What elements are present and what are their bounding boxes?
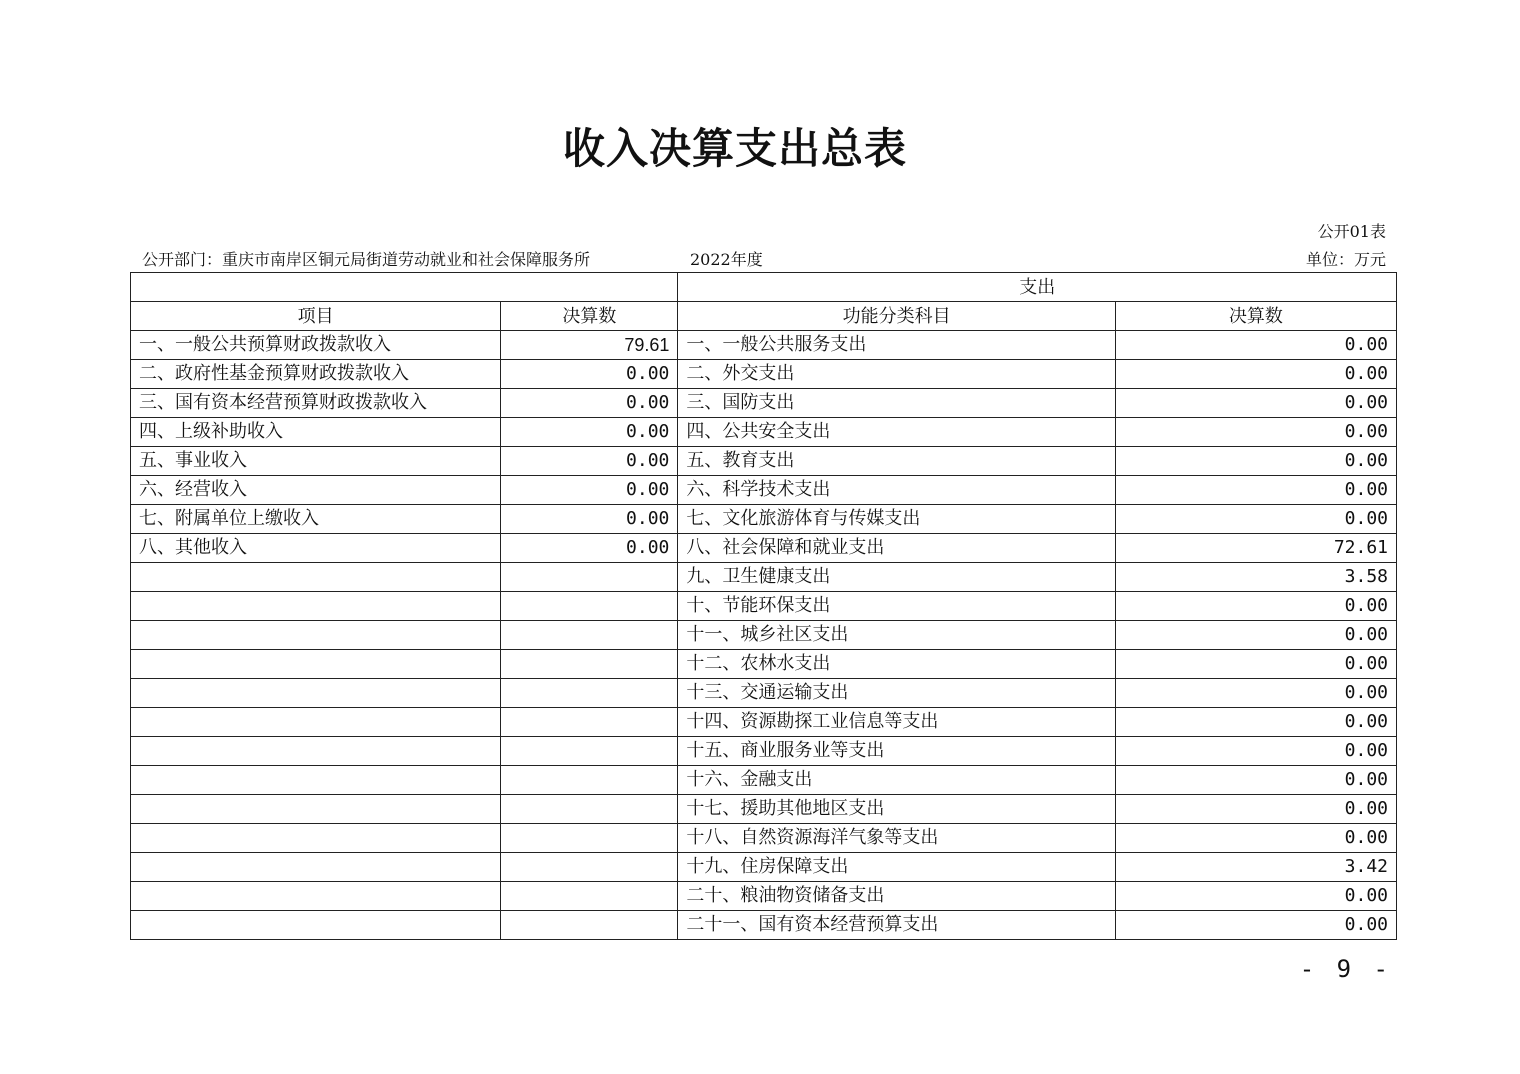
income-item-cell — [131, 853, 501, 882]
table-row — [131, 389, 1397, 418]
expense-item-cell: 十一、城乡社区支出 — [678, 621, 1115, 650]
income-item-cell — [131, 592, 501, 621]
income-item-cell — [131, 795, 501, 824]
income-value-cell: 0.00 — [501, 418, 678, 447]
expense-value-cell: 0.00 — [1115, 331, 1396, 360]
expense-value-cell: 0.00 — [1115, 737, 1396, 766]
table-row — [131, 331, 1397, 360]
expense-item-cell: 十六、金融支出 — [678, 766, 1115, 795]
expense-value-cell: 0.00 — [1115, 824, 1396, 853]
expense-item-cell: 五、教育支出 — [678, 447, 1115, 476]
income-value-cell: 79.61 — [501, 331, 678, 360]
income-item-cell: 一、一般公共预算财政拨款收入 — [131, 331, 501, 360]
income-value-cell — [501, 563, 678, 592]
income-value-cell — [501, 766, 678, 795]
expense-value-cell: 0.00 — [1115, 708, 1396, 737]
income-value-cell — [501, 708, 678, 737]
expense-item-cell: 一、一般公共服务支出 — [678, 331, 1115, 360]
income-item-cell — [131, 708, 501, 737]
summary-table — [130, 272, 1397, 940]
department-label: 公开部门：重庆市南岸区铜元局街道劳动就业和社会保障服务所 — [142, 250, 591, 269]
expense-item-cell: 十三、交通运输支出 — [678, 679, 1115, 708]
table-row — [131, 708, 1397, 737]
income-value-cell — [501, 650, 678, 679]
expense-value-cell: 0.00 — [1115, 679, 1396, 708]
expense-item-cell: 四、公共安全支出 — [678, 418, 1115, 447]
expense-item-cell: 八、社会保障和就业支出 — [678, 534, 1115, 563]
page-title: 收入决算支出总表 — [562, 124, 907, 173]
expense-item-cell: 十五、商业服务业等支出 — [678, 737, 1115, 766]
income-value-cell — [501, 737, 678, 766]
function-subject-header: 功能分类科目 — [678, 302, 1115, 331]
expense-value-cell: 0.00 — [1115, 476, 1396, 505]
expense-item-cell: 十八、自然资源海洋气象等支出 — [678, 824, 1115, 853]
income-item-cell: 七、附属单位上缴收入 — [131, 505, 501, 534]
table-row — [131, 592, 1397, 621]
expense-amount-header: 决算数 — [1115, 302, 1396, 331]
expense-item-cell: 三、国防支出 — [678, 389, 1115, 418]
page-number: - 9 - — [1299, 955, 1392, 983]
table-row — [131, 824, 1397, 853]
table-row — [131, 795, 1397, 824]
table-row — [131, 476, 1397, 505]
expense-item-cell: 九、卫生健康支出 — [678, 563, 1115, 592]
income-group-header — [131, 273, 678, 302]
table-row — [131, 882, 1397, 911]
expense-item-cell: 二十、粮油物资储备支出 — [678, 882, 1115, 911]
table-row — [131, 447, 1397, 476]
table-row — [131, 853, 1397, 882]
expense-item-cell: 十二、农林水支出 — [678, 650, 1115, 679]
table-row — [131, 650, 1397, 679]
expense-item-cell: 六、科学技术支出 — [678, 476, 1115, 505]
expense-value-cell: 72.61 — [1115, 534, 1396, 563]
income-value-cell: 0.00 — [501, 534, 678, 563]
expense-value-cell: 0.00 — [1115, 389, 1396, 418]
income-item-cell — [131, 766, 501, 795]
table-row — [131, 621, 1397, 650]
expense-item-cell: 十四、资源勘探工业信息等支出 — [678, 708, 1115, 737]
income-value-cell: 0.00 — [501, 389, 678, 418]
income-value-cell — [501, 592, 678, 621]
income-item-cell: 三、国有资本经营预算财政拨款收入 — [131, 389, 501, 418]
income-value-cell — [501, 795, 678, 824]
expense-item-cell: 十九、住房保障支出 — [678, 853, 1115, 882]
income-item-cell: 六、经营收入 — [131, 476, 501, 505]
income-item-cell — [131, 621, 501, 650]
expense-value-cell: 0.00 — [1115, 795, 1396, 824]
income-item-cell — [131, 737, 501, 766]
income-item-cell — [131, 882, 501, 911]
income-amount-header: 决算数 — [501, 302, 678, 331]
income-value-cell — [501, 679, 678, 708]
expense-value-cell: 0.00 — [1115, 621, 1396, 650]
expense-item-cell: 十七、援助其他地区支出 — [678, 795, 1115, 824]
expense-value-cell: 3.58 — [1115, 563, 1396, 592]
table-row — [131, 505, 1397, 534]
income-value-cell — [501, 824, 678, 853]
expense-value-cell: 0.00 — [1115, 650, 1396, 679]
table-id: 公开01表 — [1317, 222, 1386, 241]
column-header-row — [131, 302, 1397, 331]
income-value-cell — [501, 911, 678, 940]
expense-value-cell: 0.00 — [1115, 418, 1396, 447]
table-row — [131, 534, 1397, 563]
income-item-cell: 五、事业收入 — [131, 447, 501, 476]
income-value-cell: 0.00 — [501, 447, 678, 476]
income-item-cell: 四、上级补助收入 — [131, 418, 501, 447]
expense-value-cell: 0.00 — [1115, 882, 1396, 911]
income-value-cell — [501, 853, 678, 882]
expense-value-cell: 0.00 — [1115, 766, 1396, 795]
expense-value-cell: 3.42 — [1115, 853, 1396, 882]
income-value-cell — [501, 882, 678, 911]
income-item-cell: 二、政府性基金预算财政拨款收入 — [131, 360, 501, 389]
income-value-cell: 0.00 — [501, 505, 678, 534]
table-row — [131, 418, 1397, 447]
table-body — [131, 331, 1397, 940]
expense-item-cell: 十、节能环保支出 — [678, 592, 1115, 621]
expense-value-cell: 0.00 — [1115, 360, 1396, 389]
income-value-cell — [501, 621, 678, 650]
table-row — [131, 737, 1397, 766]
fiscal-year: 2022年度 — [690, 250, 763, 269]
income-item-cell — [131, 911, 501, 940]
expense-item-cell: 二十一、国有资本经营预算支出 — [678, 911, 1115, 940]
income-item-cell — [131, 679, 501, 708]
expense-item-cell: 七、文化旅游体育与传媒支出 — [678, 505, 1115, 534]
table-row — [131, 766, 1397, 795]
expense-value-cell: 0.00 — [1115, 911, 1396, 940]
income-item-cell: 八、其他收入 — [131, 534, 501, 563]
table-row — [131, 360, 1397, 389]
group-header-row — [131, 273, 1397, 302]
income-value-cell: 0.00 — [501, 476, 678, 505]
unit-label: 单位：万元 — [1305, 250, 1386, 269]
expense-value-cell: 0.00 — [1115, 592, 1396, 621]
expense-item-cell: 二、外交支出 — [678, 360, 1115, 389]
table-row — [131, 679, 1397, 708]
income-item-cell — [131, 563, 501, 592]
income-value-cell: 0.00 — [501, 360, 678, 389]
income-item-cell — [131, 824, 501, 853]
table-row — [131, 563, 1397, 592]
expense-value-cell: 0.00 — [1115, 447, 1396, 476]
expense-value-cell: 0.00 — [1115, 505, 1396, 534]
income-item-cell — [131, 650, 501, 679]
expense-group-header: 支出 — [678, 273, 1397, 302]
item-header: 项目 — [131, 302, 501, 331]
table-row — [131, 911, 1397, 940]
